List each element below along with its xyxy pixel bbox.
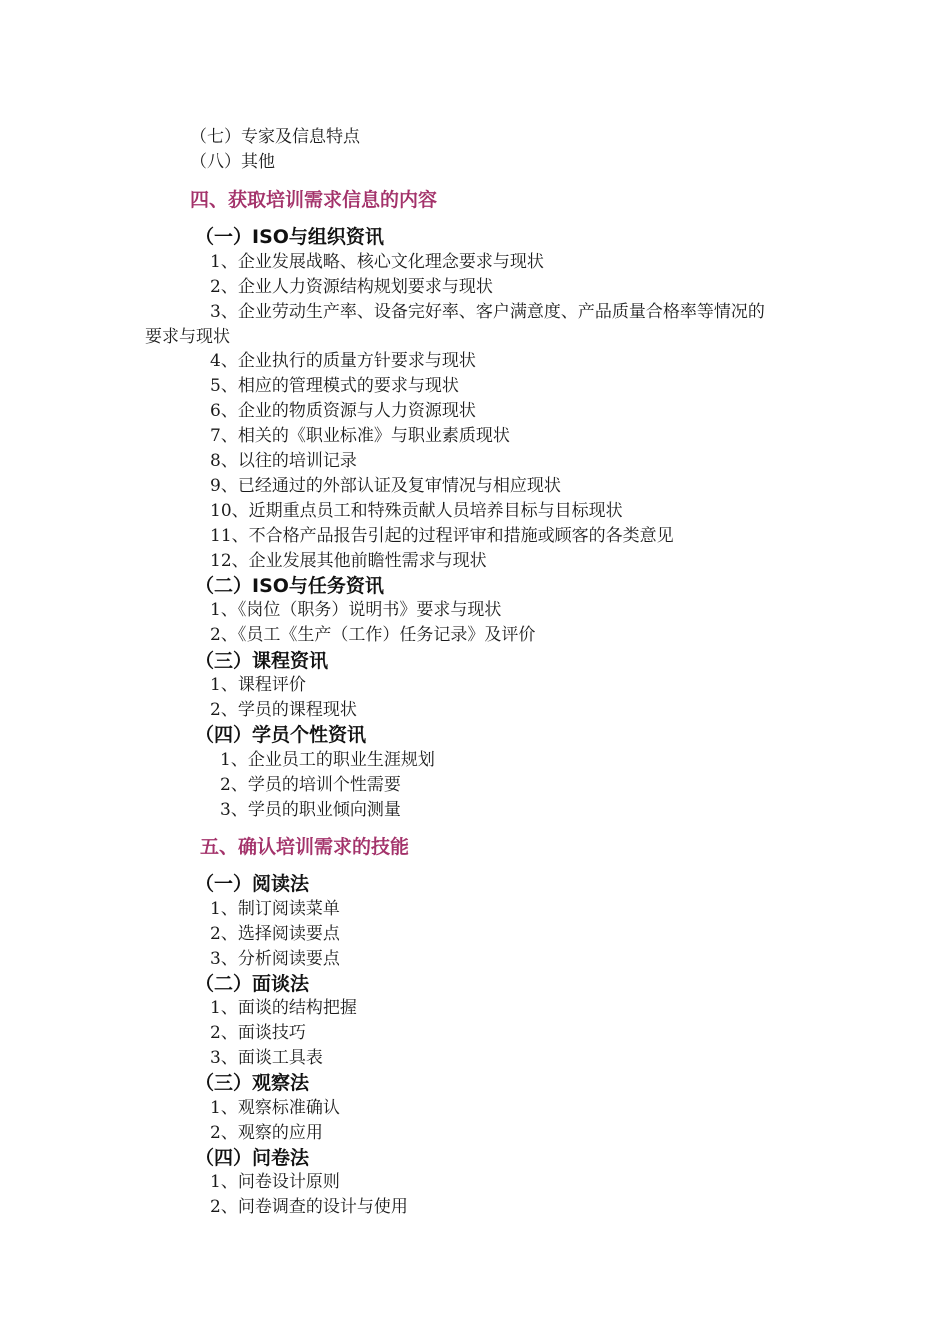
s4-sub1-item: 4、企业执行的质量方针要求与现状 <box>210 351 476 371</box>
section-5-heading: 五、确认培训需求的技能 <box>200 836 410 858</box>
s4-sub3-heading: （三）课程资讯 <box>195 650 329 672</box>
s5-sub1-item: 3、分析阅读要点 <box>210 949 340 969</box>
s5-sub3-item: 2、观察的应用 <box>210 1123 323 1143</box>
s4-sub1-item: 6、企业的物质资源与人力资源现状 <box>210 401 476 421</box>
s4-sub4-heading: （四）学员个性资讯 <box>195 724 367 746</box>
s5-sub1-item: 1、制订阅读菜单 <box>210 899 340 919</box>
s5-sub2-item: 3、面谈工具表 <box>210 1048 323 1068</box>
s4-sub1-item: 10、近期重点员工和特殊贡献人员培养目标与目标现状 <box>210 501 623 521</box>
s5-sub2-item: 2、面谈技巧 <box>210 1023 306 1043</box>
s4-sub1-item: 5、相应的管理模式的要求与现状 <box>210 376 459 396</box>
s4-sub1-heading: （一）ISO与组织资讯 <box>195 226 384 248</box>
s4-sub1-item: 3、企业劳动生产率、设备完好率、客户满意度、产品质量合格率等情况的 <box>210 302 765 322</box>
s5-sub4-item: 1、问卷设计原则 <box>210 1172 340 1192</box>
s4-sub3-item: 1、课程评价 <box>210 675 306 695</box>
intro-item-7: （七）专家及信息特点 <box>190 127 360 147</box>
s5-sub3-item: 1、观察标准确认 <box>210 1098 340 1118</box>
s4-sub2-heading: （二）ISO与任务资讯 <box>195 575 384 597</box>
s5-sub1-heading: （一）阅读法 <box>195 873 310 895</box>
s5-sub4-item: 2、问卷调查的设计与使用 <box>210 1197 408 1217</box>
s4-sub3-item: 2、学员的课程现状 <box>210 700 357 720</box>
s4-sub1-item: 12、企业发展其他前瞻性需求与现状 <box>210 551 487 571</box>
s4-sub1-item: 9、已经通过的外部认证及复审情况与相应现状 <box>210 476 561 496</box>
s4-sub1-item: 11、不合格产品报告引起的过程评审和措施或顾客的各类意见 <box>210 526 674 546</box>
s4-sub1-item: 2、企业人力资源结构规划要求与现状 <box>210 277 493 297</box>
s5-sub4-heading: （四）问卷法 <box>195 1147 310 1169</box>
s4-sub4-item: 1、企业员工的职业生涯规划 <box>220 750 435 770</box>
s4-sub1-item: 1、企业发展战略、核心文化理念要求与现状 <box>210 252 544 272</box>
s4-sub1-item: 8、以往的培训记录 <box>210 451 357 471</box>
s4-sub1-item-continued: 要求与现状 <box>145 327 230 347</box>
s5-sub3-heading: （三）观察法 <box>195 1072 310 1094</box>
section-4-heading: 四、获取培训需求信息的内容 <box>190 189 438 211</box>
s5-sub1-item: 2、选择阅读要点 <box>210 924 340 944</box>
s5-sub2-heading: （二）面谈法 <box>195 973 310 995</box>
s5-sub2-item: 1、面谈的结构把握 <box>210 998 357 1018</box>
s4-sub4-item: 2、学员的培训个性需要 <box>220 775 401 795</box>
s4-sub2-item: 2、《员工《生产（工作）任务记录》及评价 <box>210 625 536 645</box>
intro-item-8: （八）其他 <box>190 152 275 172</box>
s4-sub2-item: 1、《岗位（职务）说明书》要求与现状 <box>210 600 502 620</box>
s4-sub1-item: 7、相关的《职业标准》与职业素质现状 <box>210 426 510 446</box>
s4-sub4-item: 3、学员的职业倾向测量 <box>220 800 401 820</box>
